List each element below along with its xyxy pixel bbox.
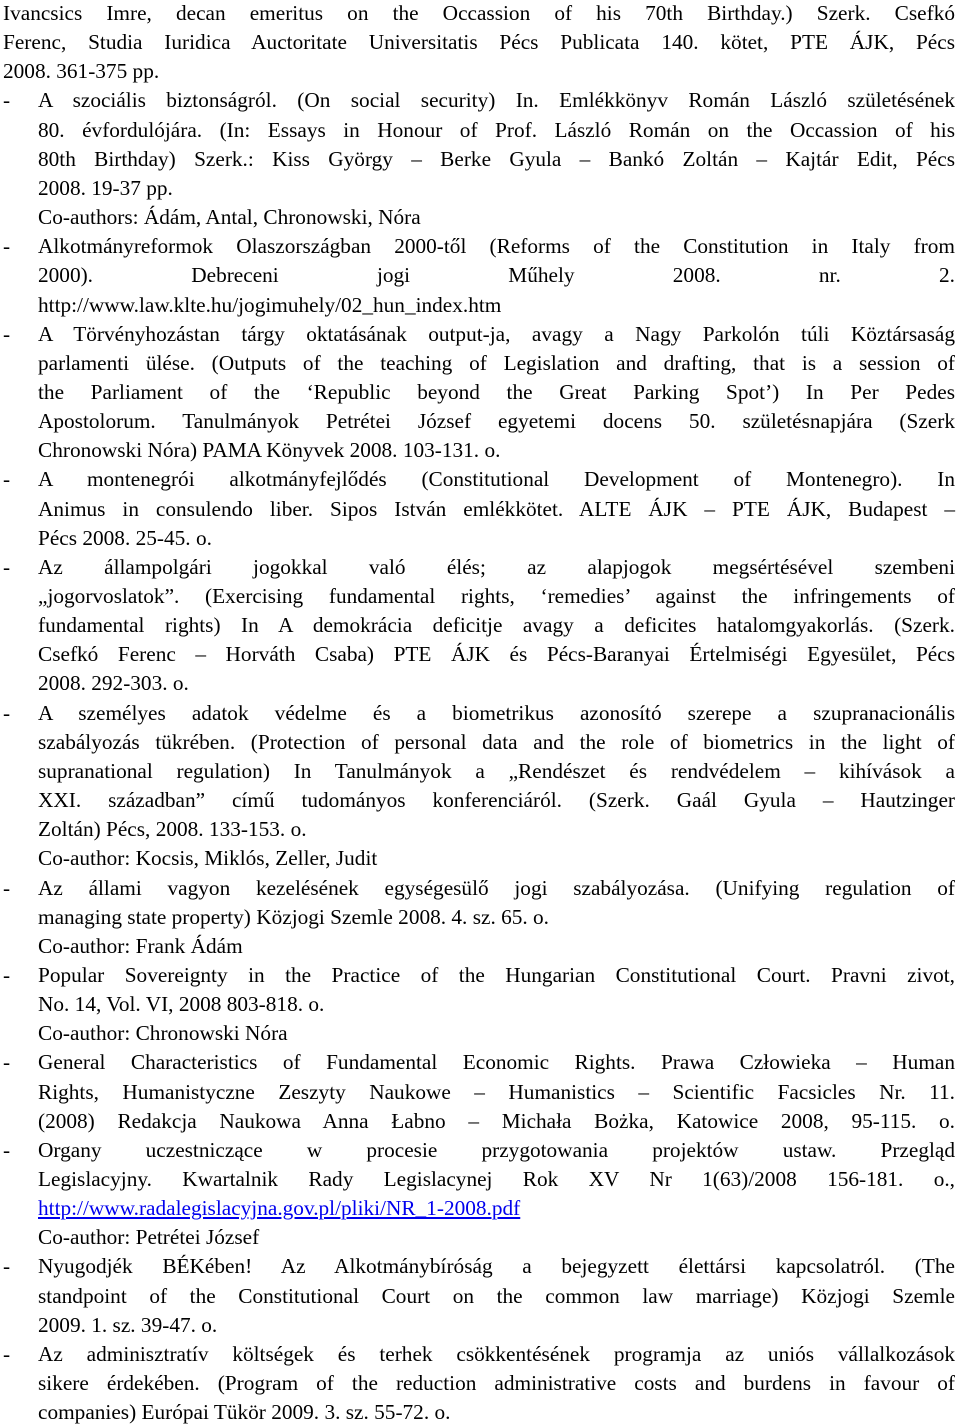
list-item-text: General Characteristics of Fundamental Economic Rights. Prawa Człowieka – Human xyxy=(38,1050,955,1074)
text-line: XXI. században” című tudományos konferenciáról. (Szerk. Gaál Gyula – Hautzinger xyxy=(38,788,955,812)
list-item-text: Az állami vagyon kezelésének egységesülő jogi szabályozása. (Unifying regulation of xyxy=(38,876,955,900)
text-line: Co-author: Frank Ádám xyxy=(38,934,243,958)
list-item-text: A személyes adatok védelme és a biometrikus azonosító szerepe a szupranacionális xyxy=(38,701,955,725)
list-bullet: - xyxy=(3,555,11,579)
text-line: http://www.law.klte.hu/jogimuhely/02_hun_index.htm xyxy=(38,293,502,317)
text-line: (2008) Redakcja Naukowa Anna Łabno – Michała Bożka, Katowice 2008, 95-115. o. xyxy=(38,1109,955,1133)
list-bullet: - xyxy=(3,1050,11,1074)
text-line: standpoint of the Constitutional Court on the common law marriage) Közjogi Szemle xyxy=(38,1284,955,1308)
text-line: Co-author: Chronowski Nóra xyxy=(38,1021,288,1045)
text-line: the Parliament of the ‘Republic beyond the Great Parking Spot’) In Per Pedes xyxy=(38,380,955,404)
text-line: Co-author: Kocsis, Miklós, Zeller, Judit xyxy=(38,846,378,870)
text-line: Animus in consulendo liber. Sipos István emlékkötet. ALTE ÁJK – PTE ÁJK, Budapest – xyxy=(38,497,955,521)
text-line: 2008. 19-37 pp. xyxy=(38,176,173,200)
list-bullet: - xyxy=(3,322,11,346)
list-item-text: Az állampolgári jogokkal való élés; az alapjogok megsértésével szembeni xyxy=(38,555,955,579)
list-item-text: Az adminisztratív költségek és terhek csökkentésének programja az uniós vállalkozások xyxy=(38,1342,955,1366)
text-line: Ferenc, Studia Iuridica Auctoritate Universitatis Pécs Publicata 140. kötet, PTE ÁJK, Pécs xyxy=(3,30,955,54)
text-line: Pécs 2008. 25-45. o. xyxy=(38,526,212,550)
text-line: 80. évfordulójára. (In: Essays in Honour of Prof. László Román on the Occassion of his xyxy=(38,118,955,142)
text-line: Legislacyjny. Kwartalnik Rady Legislacynej Rok XV Nr 1(63)/2008 156-181. o., xyxy=(38,1167,955,1191)
list-bullet: - xyxy=(3,467,11,491)
text-line: No. 14, Vol. VI, 2008 803-818. o. xyxy=(38,992,325,1016)
list-bullet: - xyxy=(3,876,11,900)
text-line: Zoltán) Pécs, 2008. 133-153. o. xyxy=(38,817,307,841)
list-item-text: Popular Sovereignty in the Practice of the Hungarian Constitutional Court. Pravni zivot, xyxy=(38,963,955,987)
list-bullet: - xyxy=(3,701,11,725)
list-item-text: Nyugodjék BÉKében! Az Alkotmánybíróság a bejegyzett élettársi kapcsolatról. (The xyxy=(38,1254,955,1278)
text-line: sikere érdekében. (Program of the reduction administrative costs and burdens in favour of xyxy=(38,1371,955,1395)
list-bullet: - xyxy=(3,963,11,987)
text-line: Rights, Humanistyczne Zeszyty Naukowe – Humanistics – Scientific Facsicles Nr. 11. xyxy=(38,1080,955,1104)
list-item-text: Alkotmányreformok Olaszországban 2000-től (Reforms of the Constitution in Italy from xyxy=(38,234,955,258)
text-line: 2008. 292-303. o. xyxy=(38,671,189,695)
text-line: 80th Birthday) Szerk.: Kiss György – Berke Gyula – Bankó Zoltán – Kajtár Edit, Pécs xyxy=(38,147,955,171)
list-bullet: - xyxy=(3,1254,11,1278)
reference-link[interactable]: http://www.radalegislacyjna.gov.pl/pliki/NR_1-2008.pdf xyxy=(38,1196,521,1220)
text-line: 2008. 361-375 pp. xyxy=(3,59,160,83)
text-line: supranational regulation) In Tanulmányok a „Rendészet és rendvédelem – kihívások a xyxy=(38,759,955,783)
list-item-text: A montenegrói alkotmányfejlődés (Constitutional Development of Montenegro). In xyxy=(38,467,955,491)
text-line: 2000). Debreceni jogi Műhely 2008. nr. 2. xyxy=(38,263,955,287)
list-bullet: - xyxy=(3,234,11,258)
text-line: Co-authors: Ádám, Antal, Chronowski, Nóra xyxy=(38,205,421,229)
list-bullet: - xyxy=(3,88,11,112)
text-line: Csefkó Ferenc – Horváth Csaba) PTE ÁJK és Pécs-Baranyai Értelmiségi Egyesület, Pécs xyxy=(38,642,955,666)
list-item-text: A Törvényhozástan tárgy oktatásának output-ja, avagy a Nagy Parkolón túli Köztársaság xyxy=(38,322,955,346)
text-line: „jogorvoslatok”. (Exercising fundamental rights, ‘remedies’ against the infringements of xyxy=(38,584,955,608)
list-item-text: A szociális biztonságról. (On social security) In. Emlékkönyv Román László születésének xyxy=(38,88,955,112)
list-bullet: - xyxy=(3,1138,11,1162)
text-line: parlamenti ülése. (Outputs of the teaching of Legislation and drafting, that is a session of xyxy=(38,351,955,375)
text-line: 2009. 1. sz. 39-47. o. xyxy=(38,1313,218,1337)
list-item-text: Organy uczestniczące w procesie przygotowania projektów ustaw. Przegląd xyxy=(38,1138,955,1162)
text-line: Ivancsics Imre, decan emeritus on the Occassion of his 70th Birthday.) Szerk. Csefkó xyxy=(3,1,955,25)
text-line: Apostolorum. Tanulmányok Petrétei József egyetemi docens 50. születésnapjára (Szerk xyxy=(38,409,955,433)
list-bullet: - xyxy=(3,1342,11,1366)
text-line: Chronowski Nóra) PAMA Könyvek 2008. 103-131. o. xyxy=(38,438,501,462)
text-line: companies) Európai Tükör 2009. 3. sz. 55-72. o. xyxy=(38,1400,451,1424)
text-line: szabályozás tükrében. (Protection of personal data and the role of biometrics in the light of xyxy=(38,730,955,754)
text-line: Co-author: Petrétei József xyxy=(38,1225,260,1249)
text-line: managing state property) Közjogi Szemle 2008. 4. sz. 65. o. xyxy=(38,905,550,929)
text-line: fundamental rights) In A demokrácia deficitje avagy a deficites hatalomgyakorlás. (Szerk. xyxy=(38,613,955,637)
